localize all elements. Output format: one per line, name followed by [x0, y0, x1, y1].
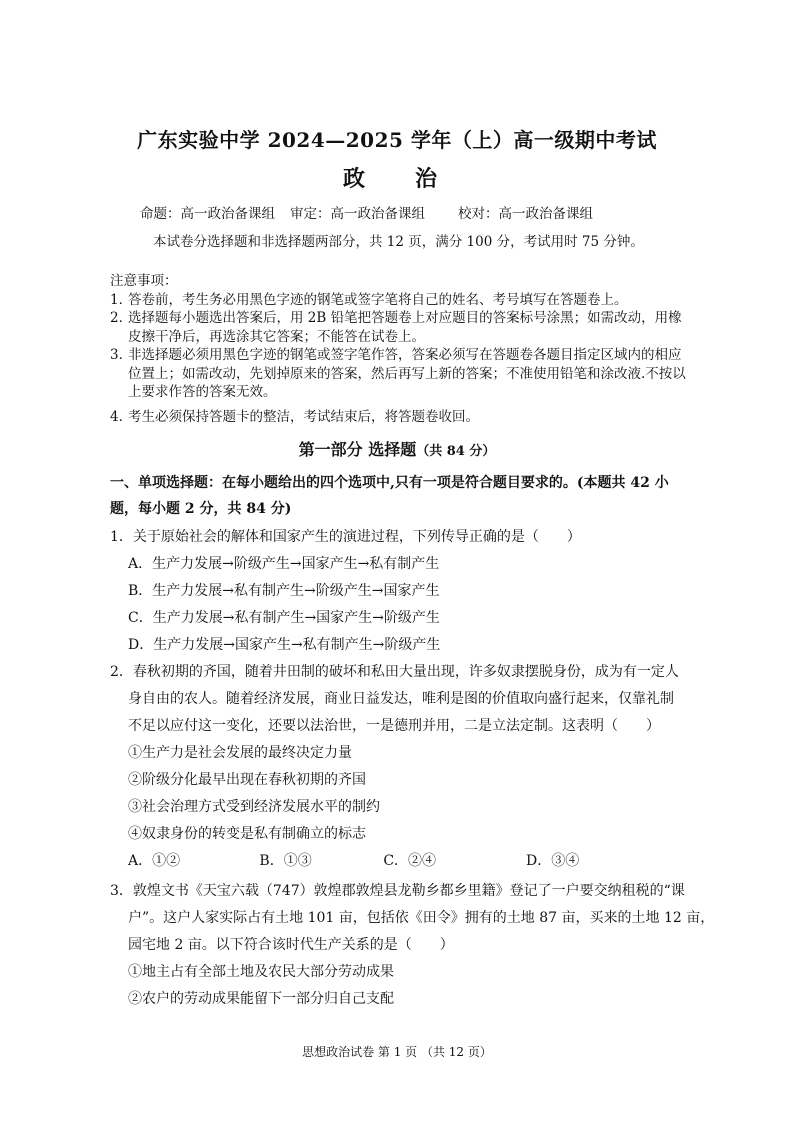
question-2-choice-c: C．②④: [383, 853, 437, 869]
question-3-stem-line: 户”。这户人家实际占有土地 101 亩，包括依《田令》拥有的土地 87 亩，买来的土地 12 亩，: [128, 910, 715, 926]
question-1-option-b: B．生产力发展→私有制产生→阶级产生→国家产生: [128, 583, 440, 599]
exam-notes: [110, 272, 690, 426]
credit-setter: 命题：高一政治备课组: [140, 206, 275, 222]
credit-reviewer: 审定：高一政治备课组: [290, 206, 425, 222]
question-1-option-c: C．生产力发展→私有制产生→国家产生→阶级产生: [128, 610, 440, 626]
exam-intro: 本试卷分选择题和非选择题两部分，共 12 页，满分 100 分，考试用时 75 分钟。: [153, 234, 644, 250]
question-2-choice-d: D．③④: [525, 853, 580, 869]
question-2-choice-a: A．①②: [128, 853, 181, 869]
question-2-choice-b: B．①③: [259, 853, 312, 869]
question-2-statement: ④奴隶身份的转变是私有制确立的标志: [128, 826, 366, 842]
notes-heading: 注意事项：: [110, 273, 178, 289]
question-1-option-d: D．生产力发展→国家产生→私有制产生→阶级产生: [128, 637, 441, 653]
note-item: 2． 选择题每小题选出答案后，用 2B 铅笔把答题卷上对应题目的答案标号涂黑；如需改动，用橡皮擦干净后，再选涂其它答案；不能答在试卷上。: [110, 310, 682, 345]
credit-proofreader: 校对：高一政治备课组: [458, 206, 593, 222]
question-2-stem-line: 不足以应付这一变化，还要以法治世，一是德刑并用，二是立法定制。这表明（ ）: [128, 718, 660, 734]
part-score: （共 84 分）: [416, 444, 496, 459]
note-item: 4． 考生必须保持答题卡的整洁，考试结束后，将答题卷收回。: [110, 408, 479, 425]
question-2-statement: ②阶级分化最早出现在春秋初期的齐国: [128, 772, 366, 788]
exam-credits: [140, 202, 593, 222]
question-2-statement: ③社会治理方式受到经济发展水平的制约: [128, 799, 380, 815]
part-title: 第一部分 选择题（共 84 分）: [298, 440, 496, 459]
question-3-statement: ②农户的劳动成果能留下一部分归自己支配: [128, 991, 394, 1007]
exam-subject: 政 治: [342, 166, 451, 192]
note-item: 1． 答卷前，考生务必用黑色字迹的钢笔或签字笔将自己的姓名、考号填写在答题卷上。: [110, 291, 628, 308]
question-2-choices: [128, 850, 648, 870]
question-2-stem-line: 2．春秋初期的齐国，随着井田制的破坏和私田大量出现，许多奴隶摆脱身份，成为有一定人: [110, 664, 679, 680]
question-1-option-a: A．生产力发展→阶级产生→国家产生→私有制产生: [128, 556, 440, 572]
question-1-stem: 1．关于原始社会的解体和国家产生的演进过程，下列传导正确的是（ ）: [110, 529, 581, 545]
question-2-stem-line: 身自由的农人。随着经济发展，商业日益发达，唯利是图的价值取向盛行起来，仅靠礼制: [128, 691, 674, 707]
page-footer: 思想政治试卷 第 1 页 （共 12 页）: [302, 1045, 492, 1059]
question-3-statement: ①地主占有全部土地及农民大部分劳动成果: [128, 964, 394, 980]
section-instructions: 一、单项选择题：在每小题给出的四个选项中,只有一项是符合题目要求的。(本题共 42 小题，每小题 2 分，共 84 分): [110, 475, 669, 517]
exam-title: 广东实验中学 2024—2025 学年（上）高一级期中考试: [137, 128, 657, 152]
question-3-stem-line: 3．敦煌文书《天宝六载（747）敦煌郡敦煌县龙勒乡都乡里籍》登记了一户要交纳租税的“课: [110, 883, 685, 899]
note-item: 3． 非选择题必须用黑色字迹的钢笔或签字笔作答，答案必须写在答题卷各题目指定区域内的相应位置上；如需改动，先划掉原来的答案，然后再写上新的答案；不准使用铅笔和涂改液.不按以上要求作答的答案无效。: [110, 347, 686, 400]
question-2-statement: ①生产力是社会发展的最终决定力量: [128, 745, 352, 761]
question-3-stem-line: 园宅地 2 亩。以下符合该时代生产关系的是（ ）: [128, 937, 454, 953]
